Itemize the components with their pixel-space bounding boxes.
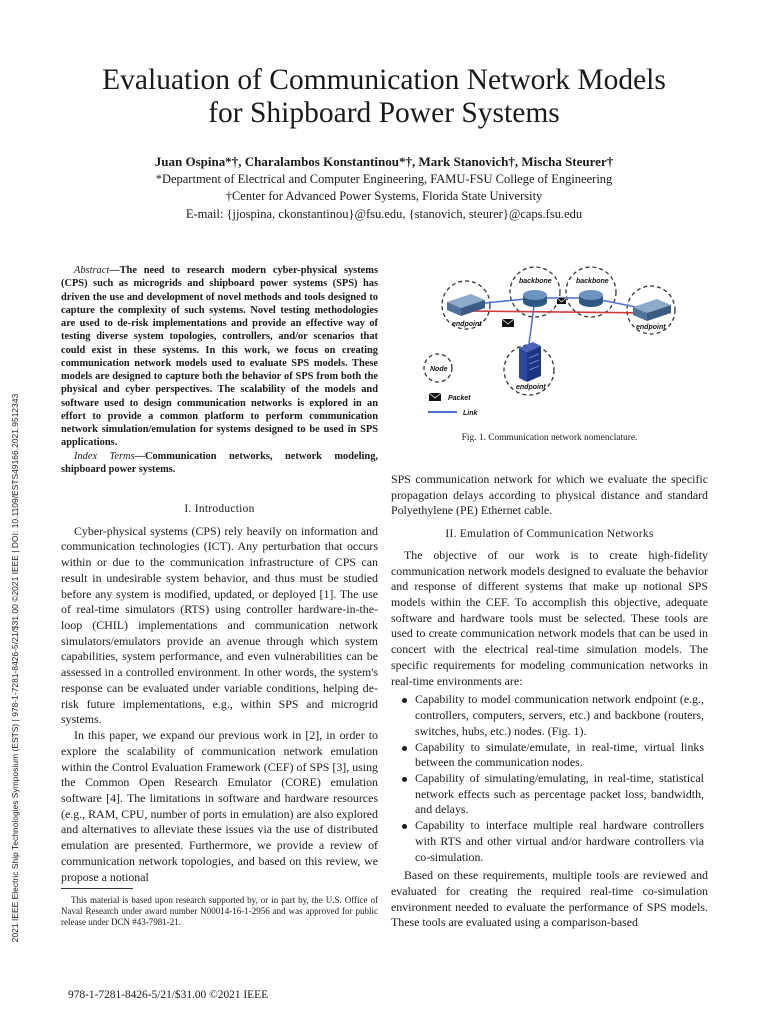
- packet-icon-blue-link: [557, 298, 566, 304]
- label-packet: Packet: [448, 395, 471, 402]
- label-endpoint-server: endpoint: [516, 384, 546, 391]
- bullet-icon: [402, 824, 407, 829]
- bullet-icon: [402, 698, 407, 703]
- switch-left-icon: [447, 294, 485, 316]
- author-emails: E-mail: {jjospina, ckonstantinou}@fsu.edu, {stanovich, steurer}@caps.fsu.edu: [185, 206, 583, 221]
- footnote-rule: [61, 888, 133, 889]
- introduction-section: [61, 502, 378, 885]
- section-2-paragraph-1: The objective of our work is to create high-fidelity communication network models designed to evaluate the behavior and response of different systems that make up notional SPS models within the CEF. To accomplish this objective, adequate software and hardware tools must be selected. These tools are used to create communication network models that can be used in concert with the electrical real-time simulation models. The specific requirements for modeling communication networks in real-time environments are:: [391, 547, 708, 688]
- title-line-2: for Shipboard Power Systems: [208, 97, 560, 129]
- abstract-text: —The need to research modern cyber-physical systems (CPS) such as microgrids and shipboard power systems (SPS) has driven the use and development of novel methods and tools designed to capture the complexity of such systems. Novel testing methodologies are used to de-risk implementations and provide an effective way of testing diverse system topologies, controllers, and/or scenarios that could exist in these systems. In this work, we focus on creating communication network models used to evaluate SPS models. These models are designed to capture both the behavior of SPS from both the physical and cyber perspectives. The scalability of the models and software used to design communication networks is explored in an effort to provide a common platform to perform communication network simulation/emulation for systems designed to be used in SPS applications.: [61, 265, 378, 449]
- link-red: [466, 311, 651, 313]
- side-identifier: 2021 IEEE Electric Ship Technologies Symposium (ESTS) | 978-1-7281-8426-5/21/$31.00 ©2021 IEEE | DOI: 10.1109/ESTS49166.2021.9512343: [10, 393, 20, 943]
- title-line-1: Evaluation of Communication Network Models: [102, 64, 666, 96]
- paper-title: [60, 64, 708, 130]
- bullet-icon: [402, 746, 407, 751]
- switch-right-icon: [633, 299, 671, 321]
- server-icon: [519, 342, 541, 382]
- abstract-paragraph: [61, 264, 378, 450]
- section-2-heading: II. Emulation of Communication Networks: [445, 528, 654, 541]
- list-item: Capability to model communication network endpoint (e.g., controllers, computers, servers, etc.) and backbone (routers, switches, hubs, etc.) nodes. (Fig. 1).: [391, 692, 708, 739]
- index-terms-text: —Communication networks, network modeling, shipboard power systems.: [61, 450, 378, 475]
- node-outlines: [424, 267, 675, 395]
- list-item: Capability of simulating/emulating, in real-time, statistical network effects such as percentage packet loss, bandwidth, and delays.: [391, 771, 708, 818]
- label-backbone-right: backbone: [576, 278, 609, 285]
- legend-packet-icon: [429, 393, 441, 401]
- bullet-icon: [402, 777, 407, 782]
- index-terms-label: Index Terms: [74, 450, 135, 462]
- section-1-heading: I. Introduction: [184, 503, 255, 515]
- list-item: Capability to interface multiple real hardware controllers with RTS and other virtual and/or hardware controllers via co-simulation.: [391, 818, 708, 865]
- label-endpoint-left: endpoint: [452, 321, 482, 328]
- label-backbone-left: backbone: [519, 278, 552, 285]
- label-node: Node: [430, 366, 448, 373]
- packet-icon-red-link: [502, 319, 514, 327]
- author-block: [60, 153, 708, 223]
- abstract-label: Abstract: [74, 265, 110, 276]
- label-link: Link: [463, 410, 478, 417]
- author-names: Juan Ospina*†, Charalambos Konstantinou*†, Mark Stanovich†, Mischa Steurer†: [154, 154, 614, 169]
- right-column: [391, 472, 708, 931]
- footnote: This material is based upon research supported by, or in part by, the U.S. Office of Naval Research under award number N00014-16-1-2956 and was approved for public release under DCN #43-7981-21.: [61, 895, 378, 928]
- requirements-list: [391, 692, 708, 865]
- intro-paragraph-2: In this paper, we expand our previous work in [2], in order to explore the scalability of communication network emulation within the Control Evaluation Framework (CEF) of SPS [3], using the Common Open Research Emulator (CORE) emulation software [4]. The limitations in software and hardware resources (e.g., RAM, CPU, number of ports in emulation) are also explored and alternatives to alleviate these issues via the use of distributed emulation are presented. Furthermore, we provide a review of communication network topologies, and based on this review, we propose a notional: [61, 728, 378, 884]
- figure-caption: Fig. 1. Communication network nomenclature.: [461, 433, 638, 443]
- list-item: Capability to simulate/emulate, in real-time, virtual links between the communication nodes.: [391, 740, 708, 771]
- intro-continuation: SPS communication network for which we evaluate the specific propagation delays according to physical distance and standard Polyethylene (PE) Ethernet cable.: [391, 472, 708, 518]
- intro-paragraph-1: Cyber-physical systems (CPS) rely heavily on information and communication technologies (ICT). Any perturbation that occurs within or due to the communication infrastructure of CPS can result in undesirable system behavior, and thus must be studied before any system is modified, updated, or deployed [1]. The use of real-time simulators (RTS) using controller hardware-in-the-loop (CHIL) implementations and communication network simulators/emulators provide an avenue through which system capabilities, system performance, and even vulnerabilities can be assessed in a controlled environment. In other words, the system's response can be evaluated under variable conditions, helping de-risk future implementations, e.g., within SPS and microgrid systems.: [61, 523, 378, 727]
- page-footer: 978-1-7281-8426-5/21/$31.00 ©2021 IEEE: [68, 989, 269, 1001]
- router-right-icon: [579, 290, 603, 307]
- abstract: [61, 264, 378, 476]
- affiliation-2: †Center for Advanced Power Systems, Florida State University: [225, 189, 543, 203]
- index-terms: [61, 450, 378, 477]
- router-left-icon: [523, 290, 547, 307]
- label-endpoint-right: endpoint: [636, 324, 666, 331]
- section-2-paragraph-2: Based on these requirements, multiple tools are reviewed and evaluated for creating the required real-time co-simulation environment needed to evaluate the performance of SPS models. These tools are evaluated using a comparison-based: [391, 868, 708, 930]
- affiliation-1: *Department of Electrical and Computer Engineering, FAMU-FSU College of Engineering: [155, 171, 613, 186]
- network-nomenclature-figure: [419, 262, 683, 424]
